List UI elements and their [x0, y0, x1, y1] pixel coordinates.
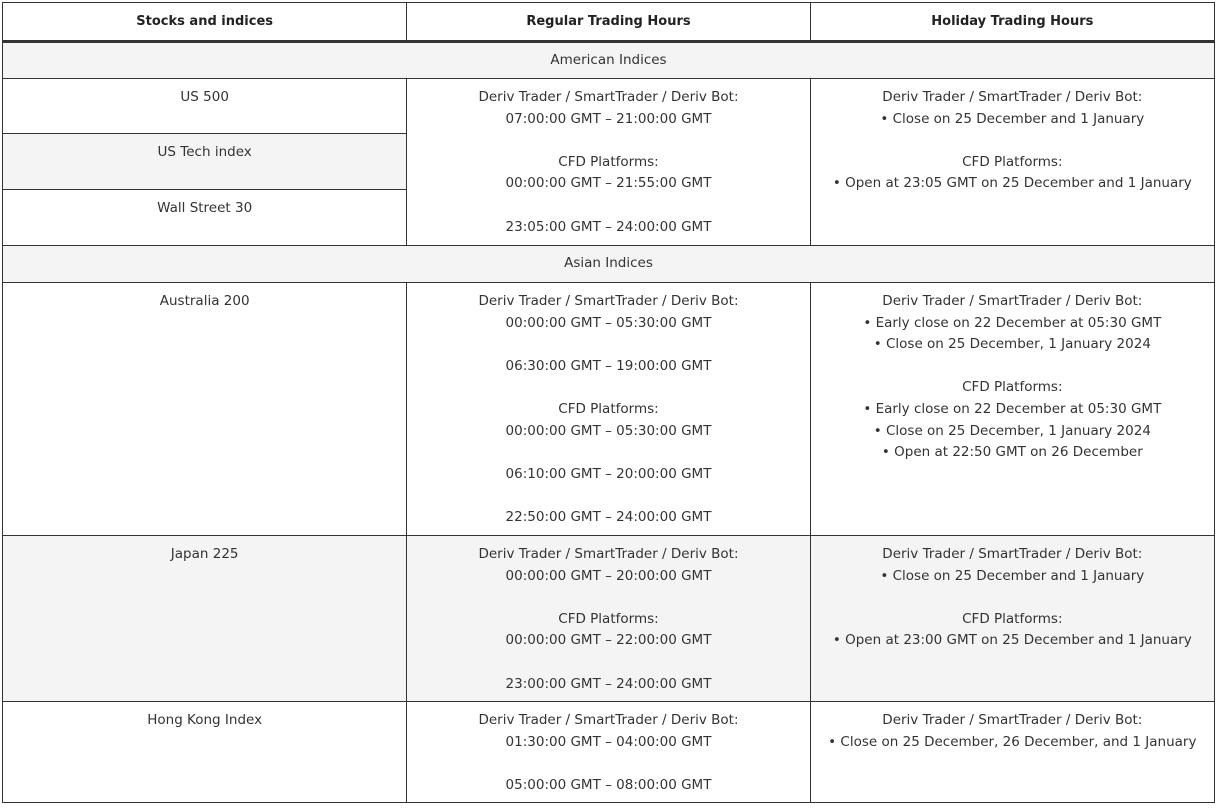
header-stocks-and-indices: Stocks and indices — [3, 3, 407, 42]
deriv-heading: Deriv Trader / SmartTrader / Deriv Bot: — [882, 89, 1143, 105]
cfd-heading: CFD Platforms: — [962, 610, 1063, 627]
time-range: 06:10:00 GMT – 20:00:00 GMT — [505, 465, 712, 482]
header-regular-trading-hours: Regular Trading Hours — [407, 3, 810, 42]
deriv-heading: Deriv Trader / SmartTrader / Deriv Bot: — [882, 293, 1143, 309]
holiday-hours-japan — [810, 536, 1214, 702]
section-row-asian — [3, 246, 1215, 283]
time-range: 07:00:00 GMT – 21:00:00 GMT — [505, 110, 712, 127]
instrument-australia-200: Australia 200 — [3, 283, 407, 536]
deriv-heading: Deriv Trader / SmartTrader / Deriv Bot: — [882, 546, 1143, 562]
section-title-asian: Asian Indices — [3, 246, 1215, 283]
deriv-heading: Deriv Trader / SmartTrader / Deriv Bot: — [478, 546, 739, 562]
cfd-heading: CFD Platforms: — [962, 379, 1063, 396]
time-range: 01:30:00 GMT – 04:00:00 GMT — [505, 733, 712, 750]
time-range: 23:00:00 GMT – 24:00:00 GMT — [505, 675, 712, 692]
time-range: 00:00:00 GMT – 20:00:00 GMT — [505, 567, 712, 584]
holiday-note: • Close on 25 December, 1 January 2024 — [873, 422, 1151, 439]
regular-hours-american — [407, 79, 810, 246]
section-title-american: American Indices — [3, 42, 1215, 79]
time-range: 23:05:00 GMT – 24:00:00 GMT — [505, 218, 712, 235]
cfd-heading: CFD Platforms: — [962, 153, 1063, 170]
deriv-heading: Deriv Trader / SmartTrader / Deriv Bot: — [478, 89, 739, 105]
instrument-us-tech-index: US Tech index — [3, 134, 407, 190]
holiday-hours-australia — [810, 283, 1214, 536]
deriv-heading: Deriv Trader / SmartTrader / Deriv Bot: — [478, 712, 739, 728]
header-holiday-trading-hours: Holiday Trading Hours — [810, 3, 1214, 42]
trading-hours-table — [2, 2, 1215, 803]
time-range: 05:00:00 GMT – 08:00:00 GMT — [505, 776, 712, 793]
section-row-american — [3, 42, 1215, 79]
holiday-hours-american — [810, 79, 1214, 246]
time-range: 00:00:00 GMT – 05:30:00 GMT — [505, 422, 712, 439]
holiday-note: • Open at 23:05 GMT on 25 December and 1 January — [832, 175, 1192, 192]
table-row — [3, 283, 1215, 536]
holiday-note: • Open at 22:50 GMT on 26 December — [881, 444, 1143, 461]
regular-hours-hong-kong — [407, 702, 810, 803]
instrument-japan-225: Japan 225 — [3, 536, 407, 702]
time-range: 00:00:00 GMT – 05:30:00 GMT — [505, 314, 712, 331]
holiday-note: • Open at 23:00 GMT on 25 December and 1 January — [832, 632, 1192, 649]
regular-hours-japan — [407, 536, 810, 702]
holiday-note: • Close on 25 December and 1 January — [880, 110, 1145, 127]
cfd-heading: CFD Platforms: — [558, 153, 659, 170]
deriv-heading: Deriv Trader / SmartTrader / Deriv Bot: — [478, 293, 739, 309]
holiday-note: • Early close on 22 December at 05:30 GMT — [863, 314, 1162, 331]
time-range: 00:00:00 GMT – 22:00:00 GMT — [505, 632, 712, 649]
time-range: 22:50:00 GMT – 24:00:00 GMT — [505, 508, 712, 525]
regular-hours-australia — [407, 283, 810, 536]
instrument-hong-kong-index: Hong Kong Index — [3, 702, 407, 803]
cfd-heading: CFD Platforms: — [558, 610, 659, 627]
deriv-heading: Deriv Trader / SmartTrader / Deriv Bot: — [882, 712, 1143, 728]
holiday-note: • Close on 25 December and 1 January — [880, 567, 1145, 584]
header-row — [3, 3, 1215, 42]
instrument-wall-street-30: Wall Street 30 — [3, 190, 407, 246]
time-range: 06:30:00 GMT – 19:00:00 GMT — [505, 357, 712, 374]
instrument-us-500: US 500 — [3, 79, 407, 134]
cfd-heading: CFD Platforms: — [558, 400, 659, 417]
holiday-hours-hong-kong — [810, 702, 1214, 803]
table-row — [3, 702, 1215, 803]
holiday-note: • Early close on 22 December at 05:30 GMT — [863, 400, 1162, 417]
table-row — [3, 536, 1215, 702]
time-range: 00:00:00 GMT – 21:55:00 GMT — [505, 175, 712, 192]
table-row — [3, 79, 1215, 134]
holiday-note: • Close on 25 December, 1 January 2024 — [873, 336, 1151, 353]
holiday-note: • Close on 25 December, 26 December, and 1 January — [828, 733, 1197, 750]
